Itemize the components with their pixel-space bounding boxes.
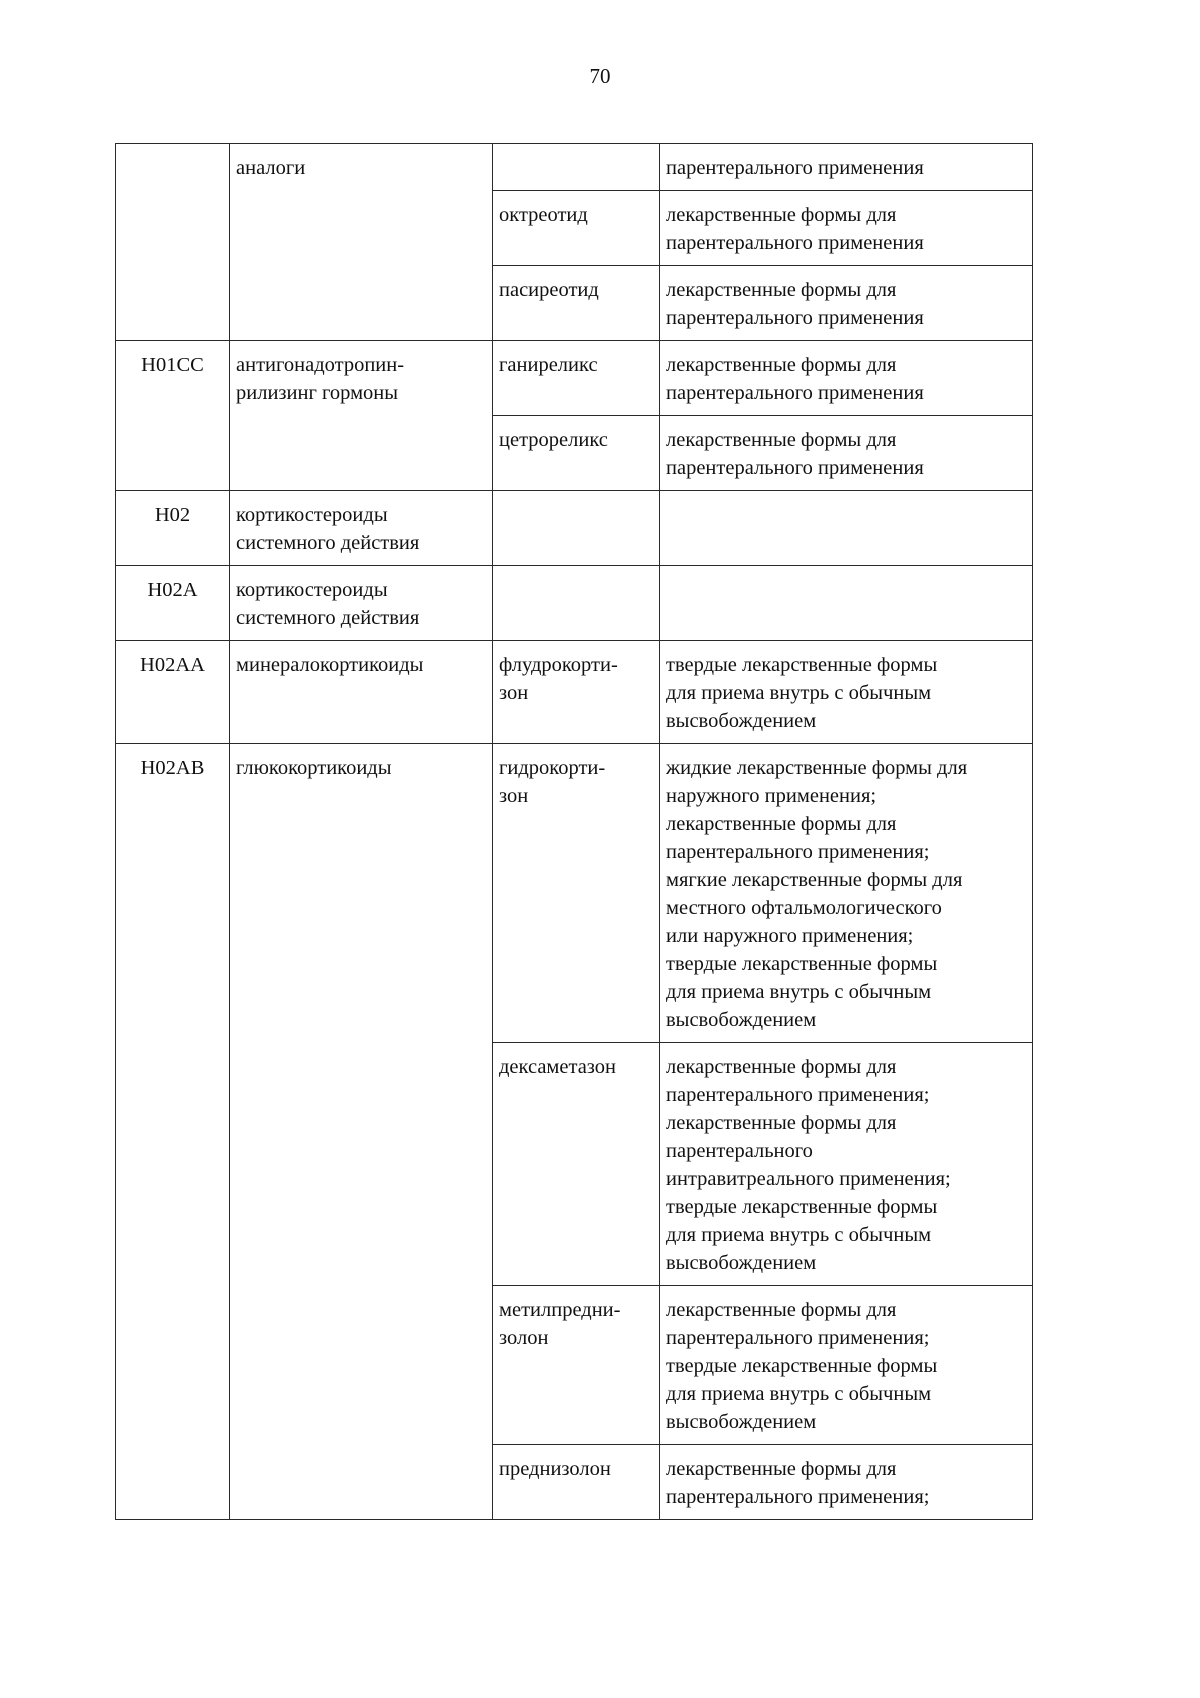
group-cell: минералокортикоиды bbox=[230, 641, 493, 744]
atc-code-cell: H02AA bbox=[116, 641, 230, 744]
dosage-forms-cell: жидкие лекарственные формы для наружного применения; лекарственные формы для парентерального применения; мягкие лекарственные формы для местного офтальмологического или наружного применения; твердые лекарственные формы для приема внутрь с обычным высвобождением bbox=[660, 744, 1033, 1043]
dosage-forms-cell bbox=[660, 566, 1033, 641]
table-row bbox=[116, 641, 1033, 744]
dosage-forms-cell: твердые лекарственные формы для приема внутрь с обычным высвобождением bbox=[660, 641, 1033, 744]
drug-cell bbox=[493, 491, 660, 566]
table-row bbox=[116, 491, 1033, 566]
dosage-forms-cell: лекарственные формы для парентерального применения; лекарственные формы для парентерального интравитреального применения; твердые лекарственные формы для приема внутрь с обычным высвобождением bbox=[660, 1043, 1033, 1286]
atc-code-cell: H02 bbox=[116, 491, 230, 566]
drug-cell: флудрокорти- зон bbox=[493, 641, 660, 744]
table-row bbox=[116, 341, 1033, 416]
drug-cell bbox=[493, 144, 660, 191]
dosage-forms-cell: лекарственные формы для парентерального применения bbox=[660, 191, 1033, 266]
group-cell: кортикостероиды системного действия bbox=[230, 566, 493, 641]
table-row bbox=[116, 744, 1033, 1043]
atc-code-cell: H02AB bbox=[116, 744, 230, 1520]
group-cell: глюкокортикоиды bbox=[230, 744, 493, 1520]
page-number: 70 bbox=[589, 64, 611, 88]
drug-cell: ганиреликс bbox=[493, 341, 660, 416]
dosage-forms-cell: лекарственные формы для парентерального применения bbox=[660, 341, 1033, 416]
drug-cell bbox=[493, 566, 660, 641]
atc-code-cell bbox=[116, 144, 230, 341]
group-cell: аналоги bbox=[230, 144, 493, 341]
dosage-forms-cell: лекарственные формы для парентерального применения bbox=[660, 266, 1033, 341]
drug-cell: дексаметазон bbox=[493, 1043, 660, 1286]
group-cell: антигонадотропин- рилизинг гормоны bbox=[230, 341, 493, 491]
drug-cell: метилпредни- золон bbox=[493, 1286, 660, 1445]
drug-table bbox=[115, 143, 1033, 1520]
dosage-forms-cell: лекарственные формы для парентерального применения; твердые лекарственные формы для приема внутрь с обычным высвобождением bbox=[660, 1286, 1033, 1445]
drug-cell: октреотид bbox=[493, 191, 660, 266]
atc-code-cell: H01CC bbox=[116, 341, 230, 491]
drug-cell: пасиреотид bbox=[493, 266, 660, 341]
table-row bbox=[116, 144, 1033, 191]
dosage-forms-cell: парентерального применения bbox=[660, 144, 1033, 191]
group-cell: кортикостероиды системного действия bbox=[230, 491, 493, 566]
atc-code-cell: H02A bbox=[116, 566, 230, 641]
table-row bbox=[116, 566, 1033, 641]
drug-cell: преднизолон bbox=[493, 1445, 660, 1520]
drug-cell: цетрореликс bbox=[493, 416, 660, 491]
dosage-forms-cell bbox=[660, 491, 1033, 566]
dosage-forms-cell: лекарственные формы для парентерального применения; bbox=[660, 1445, 1033, 1520]
dosage-forms-cell: лекарственные формы для парентерального применения bbox=[660, 416, 1033, 491]
drug-cell: гидрокорти- зон bbox=[493, 744, 660, 1043]
